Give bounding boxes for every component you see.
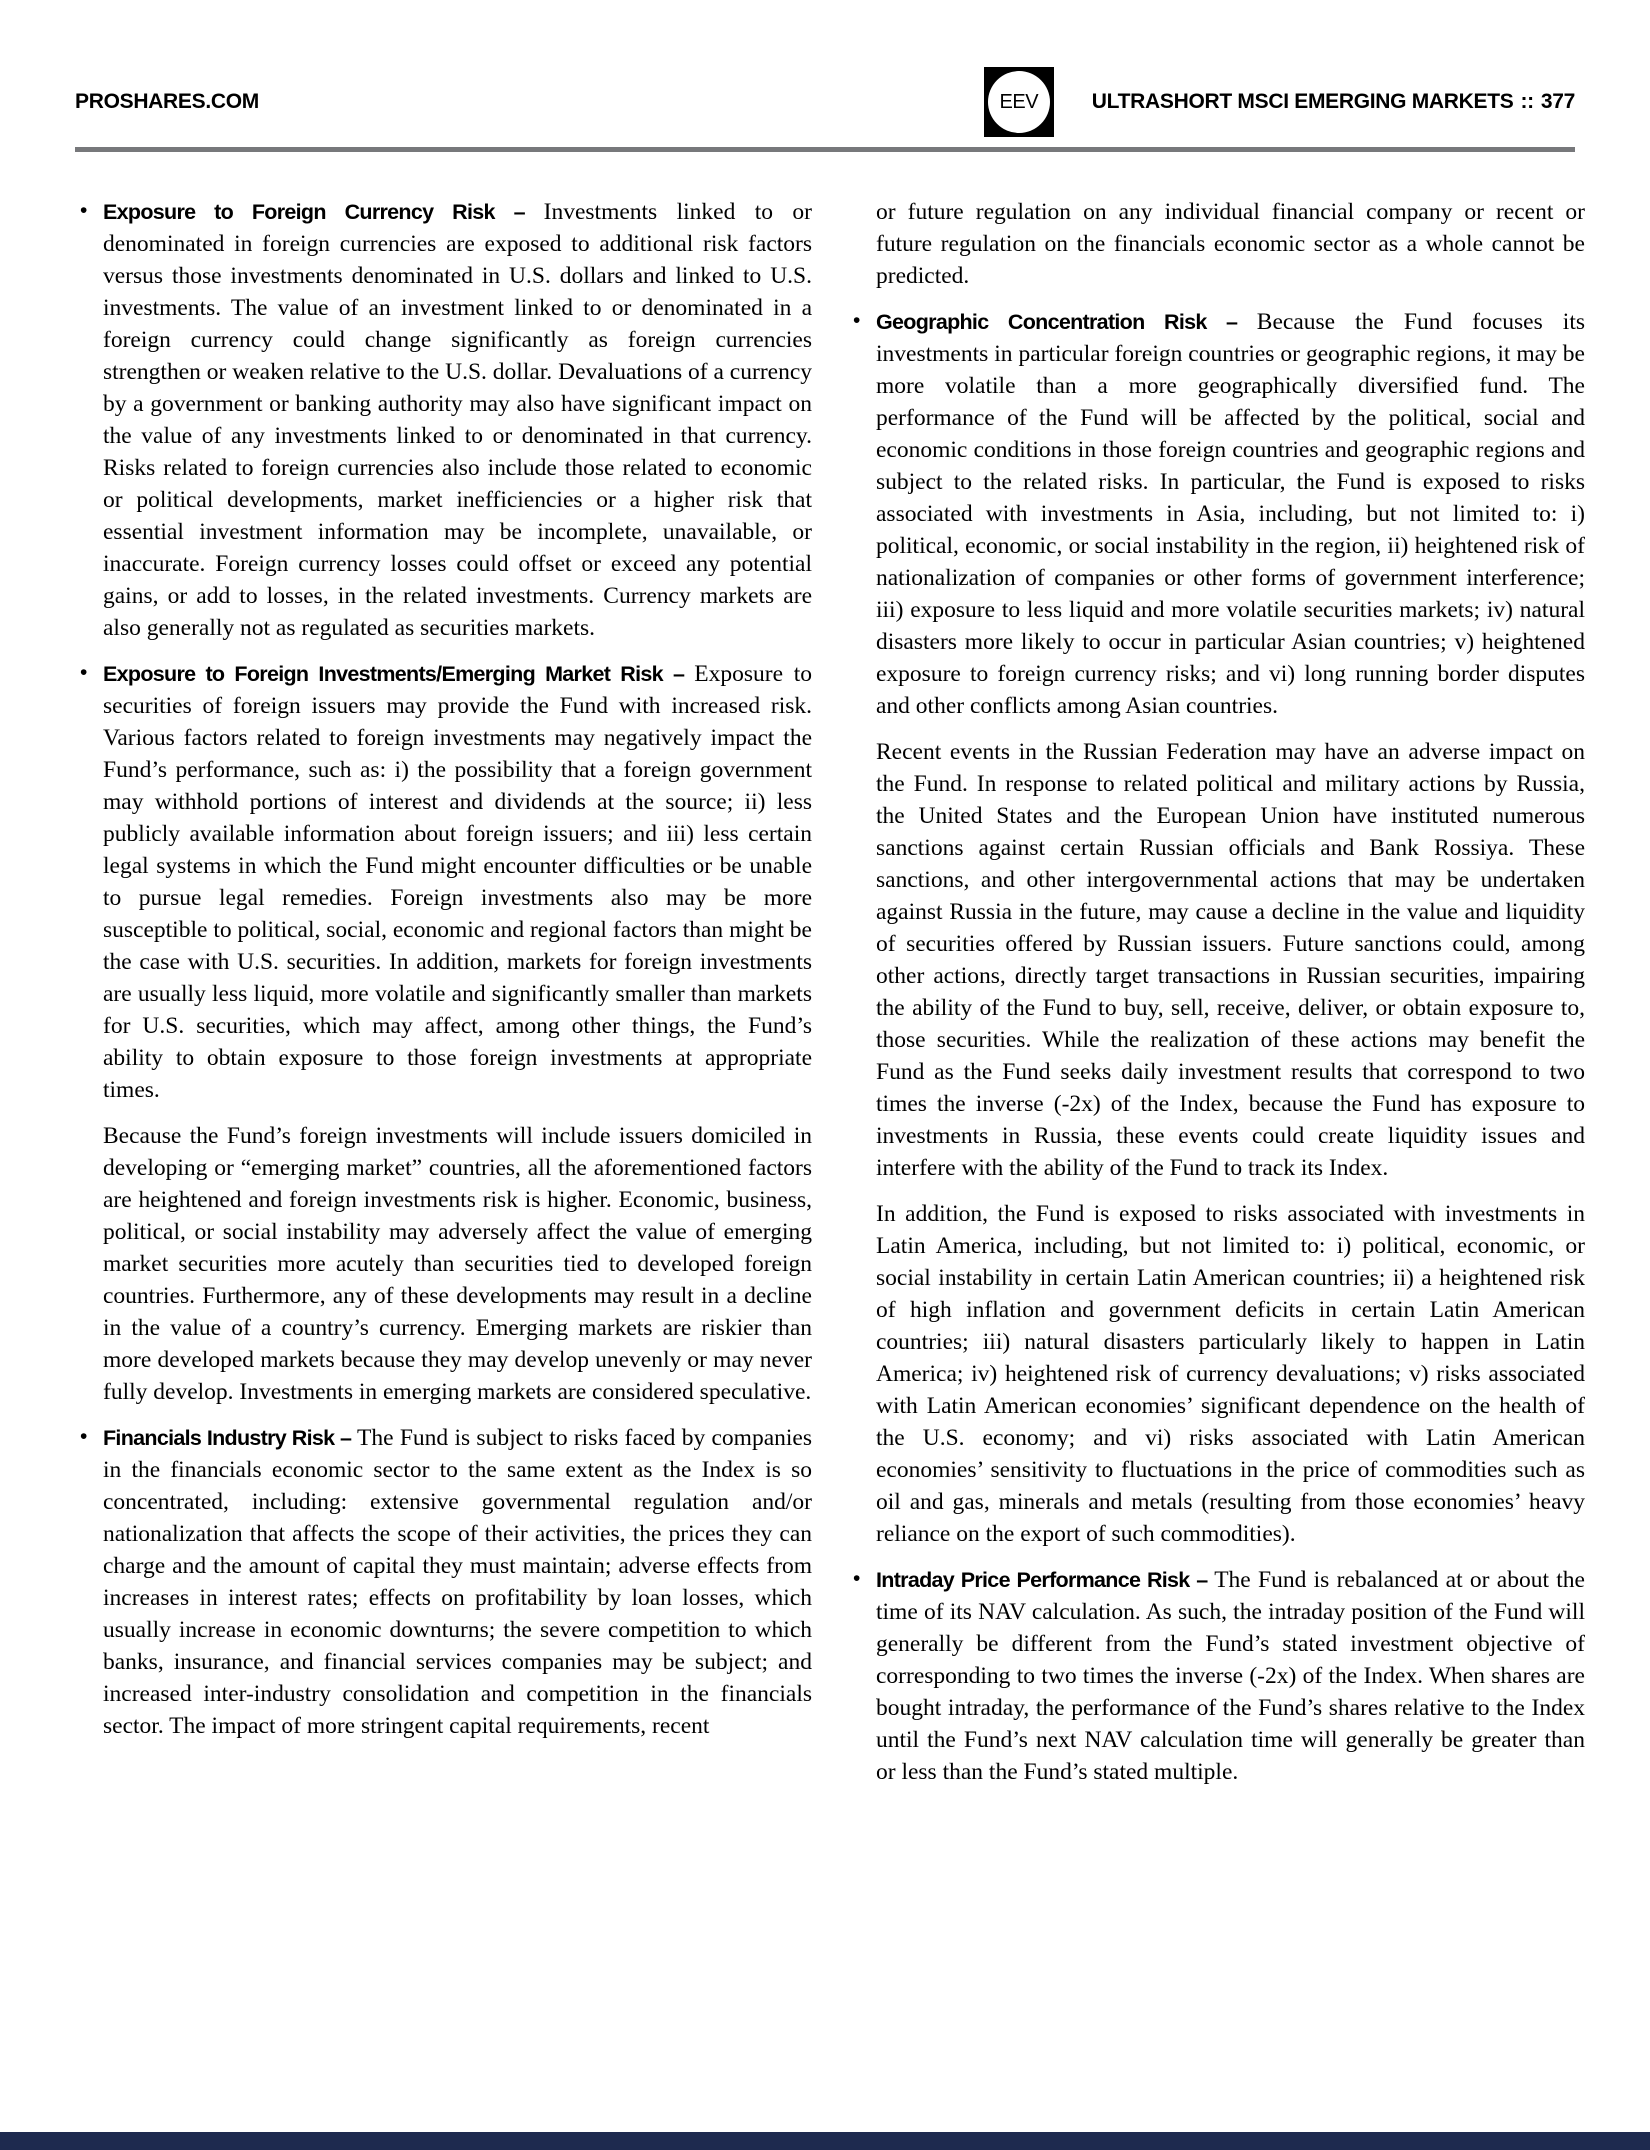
page-number: 377 bbox=[1540, 90, 1575, 113]
ticker-label: EEV bbox=[999, 90, 1039, 113]
risk-text: Investments linked to or denominated in foreign currencies are exposed to additional risk factors versus those investments denominated in U.S. dollars and linked to U.S. investments. The value of an investment linked to or denominated in a foreign currency could change significantly as foreign currencies strengthen or weaken relative to the U.S. dollar. Devaluations of a currency by a government or banking authority may also have significant impact on the value of any investments linked to or denominated in that currency. Risks related to foreign currencies also include those related to economic or political developments, market inefficiencies or a higher risk that essential investment information may be incomplete, unavailable, or inaccurate. Foreign currency losses could offset or exceed any potential gains, or add to losses, in the related investments. Currency markets are also generally not as regulated as securities markets. bbox=[103, 199, 812, 641]
risk-heading: Intraday Price Performance Risk – bbox=[876, 1568, 1215, 1592]
risk-item-foreign-investments bbox=[75, 658, 812, 1408]
risk-paragraph-continued: In addition, the Fund is exposed to risks associated with investments in Latin America, including, but not limited to: i) political, economic, or social instability in certain Latin American countries; ii) a heightened risk of high inflation and government deficits in certain Latin American countries; iii) natural disasters particularly likely to happen in Latin America; iv) heightened risk of currency devaluations; v) risks associated with Latin American economies’ significant dependence on the health of the U.S. economy; and vi) risks associated with Latin American economies’ sensitivity to fluctuations in the price of commodities such as oil and gas, minerals and metals (resulting from those economies’ heavy reliance on the export of such commodities). bbox=[876, 1201, 1585, 1547]
risk-item-financials-industry bbox=[75, 1422, 812, 1742]
risk-heading: Financials Industry Risk – bbox=[103, 1426, 358, 1450]
risk-heading: Exposure to Foreign Investments/Emerging Market Risk – bbox=[103, 662, 695, 686]
bullet-icon: • bbox=[80, 199, 88, 222]
bullet-icon: • bbox=[80, 1425, 88, 1448]
right-column bbox=[848, 196, 1585, 1802]
risk-paragraph bbox=[876, 306, 1585, 722]
risk-item-intraday-price-performance bbox=[848, 1564, 1585, 1788]
risk-paragraph-continued: Because the Fund’s foreign investments will include issuers domiciled in developing or “emerging market” countries, all the aforementioned factors are heightened and foreign investments risk is higher. Economic, business, political, or social instability may adversely affect the value of emerging market securities more acutely than securities tied to developed foreign countries. Furthermore, any of these developments may result in a decline in the value of a country’s currency. Emerging markets are riskier than more developed markets because they may develop unevenly or may never fully develop. Investments in emerging markets are considered speculative. bbox=[103, 1123, 812, 1405]
risk-paragraph bbox=[876, 1564, 1585, 1788]
risk-heading: Exposure to Foreign Currency Risk – bbox=[103, 200, 544, 224]
risk-paragraph bbox=[103, 658, 812, 1106]
risk-item-geographic-concentration bbox=[848, 306, 1585, 1550]
title-separator: :: bbox=[1520, 90, 1534, 113]
footer-bar bbox=[0, 2132, 1650, 2150]
risk-heading: Geographic Concentration Risk – bbox=[876, 310, 1257, 334]
bullet-icon: • bbox=[80, 661, 88, 684]
fund-ticker-badge bbox=[984, 67, 1054, 137]
risk-item-foreign-currency bbox=[75, 196, 812, 644]
page-title bbox=[1092, 90, 1575, 114]
risk-paragraph bbox=[103, 196, 812, 644]
bullet-icon: • bbox=[853, 1567, 861, 1590]
risk-paragraph-continued: Recent events in the Russian Federation may have an adverse impact on the Fund. In response to related political and military actions by Russia, the United States and the European Union have instituted numerous sanctions against certain Russian officials and Bank Rossiya. These sanctions, and other intergovernmental actions that may be undertaken against Russia in the future, may cause a decline in the value and liquidity of securities offered by Russian issuers. Future sanctions could, among other actions, directly target transactions in Russian securities, impairing the ability of the Fund to buy, sell, receive, deliver, or obtain exposure to, those securities. While the realization of these actions may benefit the Fund as the Fund seeks daily investment results that correspond to two times the inverse (-2x) of the Index, because the Fund has exposure to investments in Russia, these events could create liquidity issues and interfere with the ability of the Fund to track its Index. bbox=[876, 739, 1585, 1181]
header-rule bbox=[75, 147, 1575, 152]
continuation-paragraph: or future regulation on any individual financial company or recent or future regulation on the financials economic sector as a whole cannot be predicted. bbox=[876, 199, 1585, 289]
risk-paragraph bbox=[103, 1422, 812, 1742]
fund-name: ULTRASHORT MSCI EMERGING MARKETS bbox=[1091, 90, 1514, 113]
left-column bbox=[75, 196, 812, 1756]
risk-text: Exposure to securities of foreign issuers may provide the Fund with increased risk. Various factors related to foreign investments may negatively impact the Fund’s performance, such as: i) the possibility that a foreign government may withhold portions of interest and dividends at the source; ii) less publicly available information about foreign issuers; and iii) less certain legal systems in which the Fund might encounter difficulties or be unable to pursue legal remedies. Foreign investments also may be more susceptible to political, social, economic and regional factors than might be the case with U.S. securities. In addition, markets for foreign investments are usually less liquid, more volatile and significantly smaller than markets for U.S. securities, which may affect, among other things, the Fund’s ability to obtain exposure to those foreign investments at appropriate times. bbox=[103, 661, 812, 1103]
risk-text: The Fund is subject to risks faced by companies in the financials economic sector to the same extent as the Index is so concentrated, including: extensive governmental regulation and/or nationalization that affects the scope of their activities, the prices they can charge and the amount of capital they must maintain; adverse effects from increases in interest rates; effects on profitability by loan losses, which usually increase in economic downturns; the severe competition to which banks, insurance, and financial services companies may be subject; and increased inter-industry consolidation and competition in the financials sector. The impact of more stringent capital requirements, recent bbox=[103, 1425, 812, 1739]
ticker-circle-icon bbox=[988, 71, 1050, 133]
site-url: PROSHARES.COM bbox=[75, 90, 259, 113]
risk-text: The Fund is rebalanced at or about the time of its NAV calculation. As such, the intraday position of the Fund will generally be different from the Fund’s stated investment objective of corresponding to two times the inverse (-2x) of the Index. When shares are bought intraday, the performance of the Fund’s shares relative to the Index until the Fund’s next NAV calculation time will generally be greater than or less than the Fund’s stated multiple. bbox=[876, 1567, 1585, 1785]
page-header bbox=[75, 64, 1575, 140]
bullet-icon: • bbox=[853, 309, 861, 332]
header-right bbox=[984, 67, 1575, 137]
risk-text: Because the Fund focuses its investments in particular foreign countries or geographic regions, it may be more volatile than a more geographically diversified fund. The performance of the Fund will be affected by the political, social and economic conditions in those foreign countries and geographic regions and subject to the related risks. In particular, the Fund is exposed to risks associated with investments in Asia, including, but not limited to: i) political, economic, or social instability in the region, ii) heightened risk of nationalization of companies or other forms of government interference; iii) exposure to less liquid and more volatile securities markets; iv) natural disasters more likely to occur in particular Asian countries; v) heightened exposure to foreign currency risks; and vi) long running border disputes and other conflicts among Asian countries. bbox=[876, 309, 1585, 719]
